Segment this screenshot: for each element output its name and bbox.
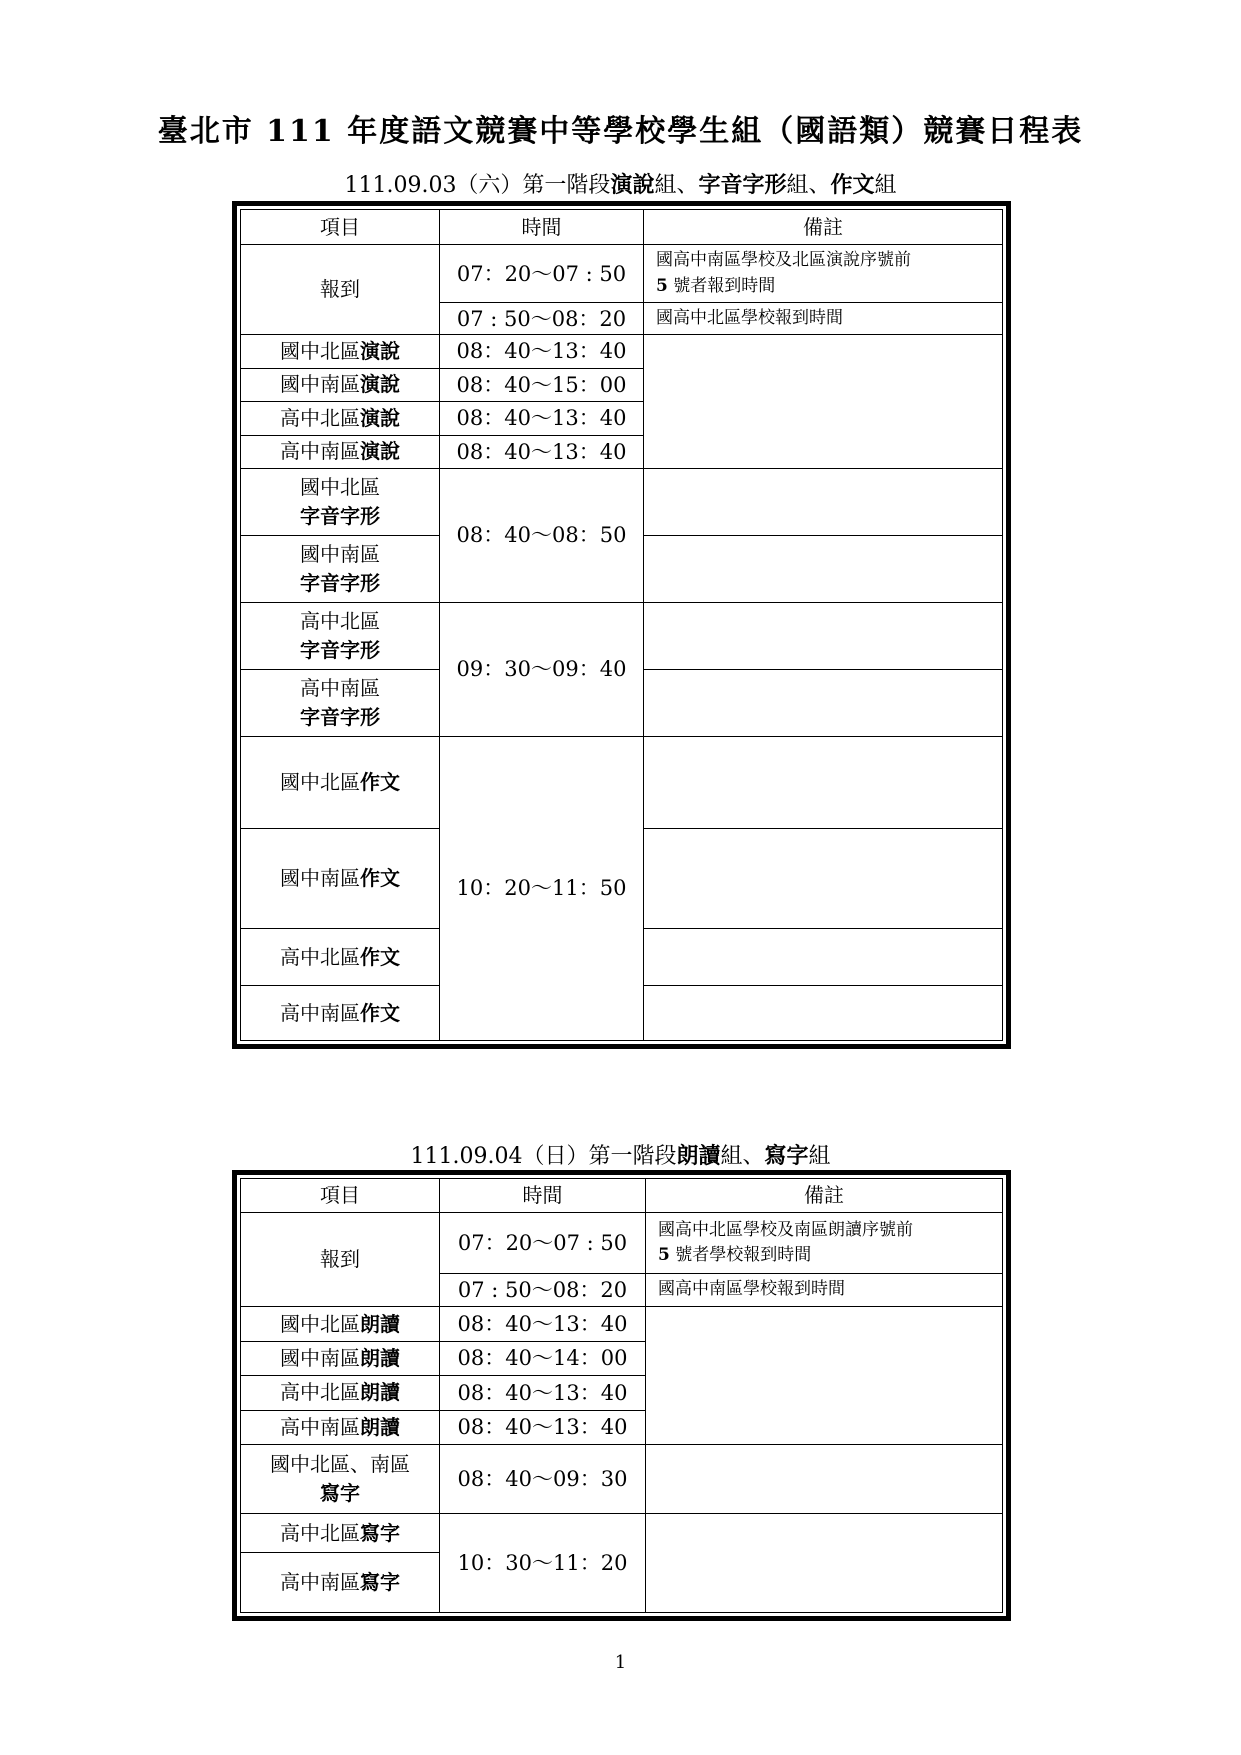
day1-schedule-frame [232, 201, 1011, 1049]
day2-schedule-table [240, 1178, 1003, 1613]
event-note [644, 535, 1003, 602]
event-label: 國中北區作文 [241, 736, 440, 828]
event-note [644, 669, 1003, 736]
event-time: 08：40～15：00 [440, 368, 644, 401]
event-label: 高中南區演說 [241, 435, 440, 468]
event-time: 08：40～13：40 [440, 1410, 646, 1444]
event-note [644, 929, 1003, 986]
table-row [241, 1513, 1003, 1553]
table-row [241, 335, 1003, 368]
event-label: 國中南區演說 [241, 368, 440, 401]
event-label: 國中南區作文 [241, 828, 440, 928]
event-time: 09：30～09：40 [440, 602, 644, 736]
event-label: 高中南區作文 [241, 986, 440, 1041]
event-label: 高中北區演說 [241, 402, 440, 435]
header-time: 時間 [440, 1179, 646, 1213]
table-row [241, 1213, 1003, 1274]
event-label: 高中北區作文 [241, 929, 440, 986]
checkin-note-2: 國高中南區學校報到時間 [646, 1273, 1003, 1306]
event-note [644, 468, 1003, 535]
table-row [241, 210, 1003, 245]
event-label: 高中南區朗讀 [241, 1410, 440, 1444]
page-number: 1 [614, 1652, 627, 1673]
event-time: 10：30～11：20 [440, 1513, 646, 1612]
event-time: 10：20～11：50 [440, 736, 644, 1040]
event-time: 08：40～13：40 [440, 1307, 646, 1341]
checkin-label: 報到 [241, 1213, 440, 1307]
event-label: 高中北區朗讀 [241, 1376, 440, 1410]
header-note: 備註 [646, 1179, 1003, 1213]
table-row [241, 1444, 1003, 1513]
day2-subtitle: 111.09.04（日）第一階段朗讀組、寫字組 [410, 1143, 831, 1169]
table-row [241, 1179, 1003, 1213]
event-label: 國中北區朗讀 [241, 1307, 440, 1341]
day1-schedule-table [240, 209, 1003, 1041]
event-label: 國中北區 字音字形 [241, 468, 440, 535]
event-label: 國中南區 字音字形 [241, 535, 440, 602]
event-time: 08：40～13：40 [440, 1376, 646, 1410]
table-row [241, 468, 1003, 535]
checkin-note-2: 國高中北區學校報到時間 [644, 303, 1003, 335]
checkin-note-1: 國高中北區學校及南區朗讀序號前 5 號者學校報到時間 [646, 1213, 1003, 1274]
event-time: 08：40～13：40 [440, 435, 644, 468]
checkin-time-2: 07 : 50～08：20 [440, 1273, 646, 1306]
event-time: 08：40～08：50 [440, 468, 644, 602]
event-note [646, 1513, 1003, 1612]
event-time: 08：40～13：40 [440, 335, 644, 368]
event-note [644, 736, 1003, 828]
event-time: 08：40～13：40 [440, 402, 644, 435]
checkin-time-2: 07 : 50～08：20 [440, 303, 644, 335]
event-label: 國中北區演說 [241, 335, 440, 368]
table-row [241, 1307, 1003, 1341]
event-note [646, 1307, 1003, 1445]
page-title: 臺北市 111 年度語文競賽中等學校學生組（國語類）競賽日程表 [157, 114, 1084, 149]
header-item: 項目 [241, 210, 440, 245]
event-note [644, 828, 1003, 928]
header-item: 項目 [241, 1179, 440, 1213]
event-label: 高中南區寫字 [241, 1553, 440, 1613]
event-note [644, 335, 1003, 469]
day2-schedule-frame [232, 1170, 1011, 1621]
event-note [646, 1444, 1003, 1513]
checkin-time-1: 07：20～07 : 50 [440, 245, 644, 303]
day1-subtitle: 111.09.03（六）第一階段演說組、字音字形組、作文組 [344, 172, 897, 198]
event-label: 高中北區 字音字形 [241, 602, 440, 669]
table-row [241, 736, 1003, 828]
table-row [241, 602, 1003, 669]
event-label: 高中南區 字音字形 [241, 669, 440, 736]
event-time: 08：40～09：30 [440, 1444, 646, 1513]
event-time: 08：40～14：00 [440, 1341, 646, 1375]
event-note [644, 986, 1003, 1041]
checkin-note-1: 國高中南區學校及北區演說序號前 5 號者報到時間 [644, 245, 1003, 303]
table-row [241, 245, 1003, 303]
checkin-label: 報到 [241, 245, 440, 335]
header-note: 備註 [644, 210, 1003, 245]
event-note [644, 602, 1003, 669]
event-label: 國中南區朗讀 [241, 1341, 440, 1375]
event-label: 國中北區、南區 寫字 [241, 1444, 440, 1513]
event-label: 高中北區寫字 [241, 1513, 440, 1553]
checkin-time-1: 07：20～07 : 50 [440, 1213, 646, 1274]
header-time: 時間 [440, 210, 644, 245]
